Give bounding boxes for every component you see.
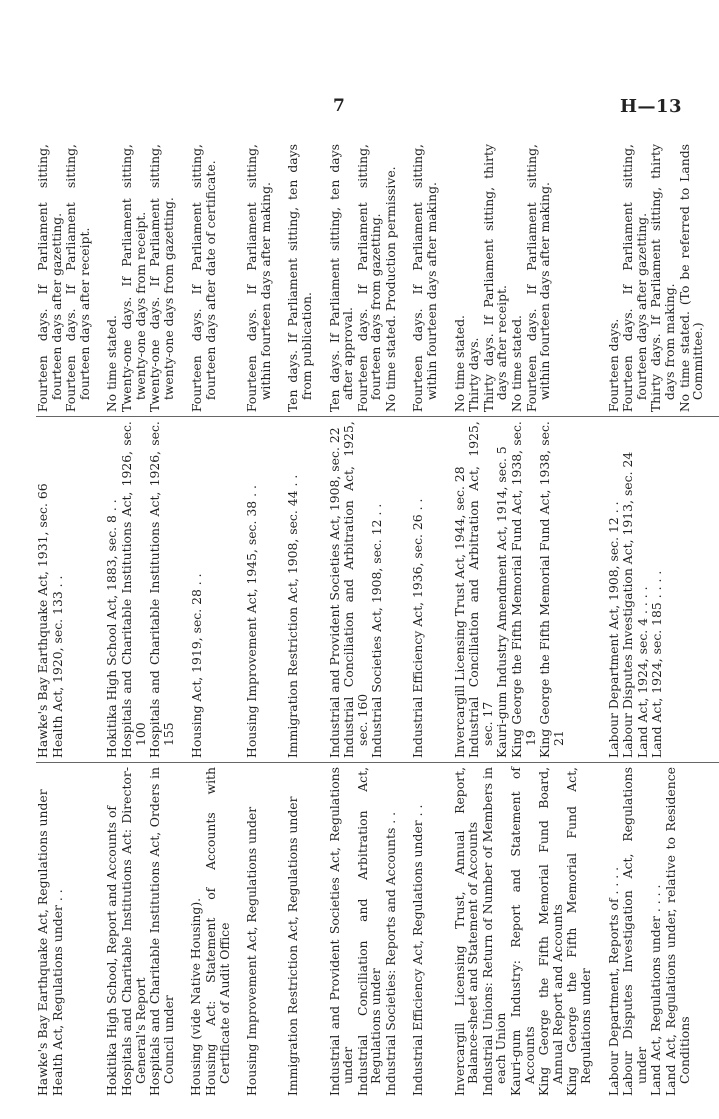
time-limit-cell bbox=[286, 140, 327, 417]
statute-reference: Invercargill Licensing Trust Act, 1944, sec. 28 bbox=[451, 466, 467, 758]
time-limit: Thirty days. If Parliament sitting, thirty days from making. bbox=[648, 144, 677, 413]
statute-reference: Hospitals and Charitable Institutions Act, 1926, sec. 155 bbox=[147, 421, 176, 758]
paper-title-cell bbox=[328, 762, 412, 1100]
time-limit: Fourteen days. If Parliament sitting, fourteen days after gazetting. bbox=[620, 144, 649, 413]
paper-title: Industrial Efficiency Act, Regulations under . . bbox=[410, 804, 426, 1096]
statute-reference: Labour Department Act, 1908, sec. 12 . . bbox=[605, 501, 621, 758]
paper-title: Industrial Conciliation and Arbitration Act, Regulations under bbox=[354, 766, 384, 1096]
statute-reference-cell bbox=[286, 417, 327, 763]
rotated-table-container bbox=[35, 140, 706, 1100]
paper-title: Invercargill Licensing Trust, Annual Report, Balance-sheet and Statement of Accounts bbox=[451, 766, 481, 1096]
statute-reference: Kauri-gum Industry Amendment Act, 1914, sec. 5 bbox=[494, 446, 510, 758]
statute-reference-cell bbox=[411, 417, 452, 763]
paper-title-cell bbox=[36, 762, 105, 1100]
paper-title: Hospitals and Charitable Institutions Act: Director-General's Report bbox=[118, 766, 148, 1096]
time-limit: Twenty-one days. If Parliament sitting, twenty-one days from gazetting. bbox=[147, 144, 176, 413]
time-limit-cell bbox=[105, 140, 189, 417]
time-limit: Fourteen days. If Parliament sitting, fourteen days from gazetting. bbox=[354, 144, 384, 413]
paper-title: King George the Fifth Memorial Fund Act, Regulations under bbox=[564, 766, 593, 1096]
statute-reference-cell bbox=[607, 417, 719, 763]
statute-reference: Industrial Conciliation and Arbitration Act, 1925, sec. 17 bbox=[466, 421, 495, 758]
paper-title: Land Act, Regulations under . . . . bbox=[648, 884, 664, 1096]
table-row bbox=[411, 140, 452, 1100]
table-row bbox=[189, 140, 245, 1100]
statute-reference: Housing Improvement Act, 1945, sec. 38 . . bbox=[244, 485, 260, 758]
paper-title: Kauri-gum Industry: Report and Statement of Accounts bbox=[508, 766, 537, 1096]
paper-title: Housing Improvement Act, Regulations under bbox=[244, 806, 260, 1096]
statute-reference: King George the Fifth Memorial Fund Act, 1938, sec. 21 bbox=[537, 421, 566, 758]
table-row bbox=[105, 140, 189, 1100]
paper-title: Industrial Unions: Return of Number of Members in each Union bbox=[479, 766, 509, 1096]
paper-title: King George the Fifth Memorial Fund Board, Annual Report and Accounts bbox=[536, 766, 565, 1096]
paper-title: Labour Department, Reports of . . . . bbox=[605, 866, 621, 1096]
paper-title: Industrial and Provident Societies Act, Regulations under bbox=[326, 766, 356, 1096]
time-limit: Fourteen days. If Parliament sitting, fourteen days after receipt. bbox=[63, 144, 92, 413]
statute-reference: Hawke's Bay Earthquake Act, 1931, sec. 66 bbox=[35, 483, 50, 758]
time-limit-cell bbox=[453, 140, 607, 417]
document-code: H—13 bbox=[619, 96, 682, 117]
statute-reference-cell bbox=[105, 417, 189, 763]
time-limit: Ten days. If Parliament sitting, ten days after approval. bbox=[326, 144, 356, 413]
paper-title: Hawke's Bay Earthquake Act, Regulations under bbox=[35, 789, 50, 1096]
time-limit: No time stated. Production permissive. bbox=[382, 166, 398, 413]
time-limit: Fourteen days. If Parliament sitting, within fourteen days after making. bbox=[523, 144, 553, 413]
time-limit: No time stated. bbox=[451, 315, 467, 413]
time-limit: Ten days. If Parliament sitting, ten days from publication. bbox=[285, 144, 314, 413]
statute-reference: Land Act, 1924, sec. 185 . . . . bbox=[649, 570, 665, 758]
time-limit-cell bbox=[411, 140, 452, 417]
time-limit: No time stated. bbox=[104, 315, 120, 413]
statute-reference: Housing Act, 1919, sec. 28 . . bbox=[189, 573, 205, 758]
time-limit: Fourteen days. If Parliament sitting, fourteen days after date of certificate. bbox=[189, 144, 218, 413]
paper-title: Housing Act: Statement of Accounts with Certificate of Audit Office bbox=[202, 766, 232, 1096]
paper-title: Hospitals and Charitable Institutions Act, Orders in Council under bbox=[147, 766, 176, 1096]
statute-reference-cell bbox=[245, 417, 286, 763]
statute-reference: Industrial Conciliation and Arbitration Act, 1925, sec. 160 bbox=[341, 421, 370, 758]
time-limit: Twenty-one days. If Parliament sitting, twenty-one days from receipt. bbox=[118, 144, 148, 413]
statute-reference: Industrial Societies Act, 1908, sec. 12 . . bbox=[369, 503, 385, 758]
paper-title-cell bbox=[607, 762, 719, 1100]
statute-reference: Labour Disputes Investigation Act, 1913, sec. 24 bbox=[620, 451, 636, 758]
time-limit: Fourteen days. If Parliament sitting, within fourteen days after making. bbox=[410, 144, 440, 413]
statute-reference-cell bbox=[189, 417, 245, 763]
paper-title-cell bbox=[286, 762, 327, 1100]
paper-title-cell bbox=[105, 762, 189, 1100]
time-limit: No time stated. bbox=[509, 315, 525, 413]
statute-reference-cell bbox=[453, 417, 607, 763]
statute-reference: Industrial Efficiency Act, 1936, sec. 26 . . bbox=[410, 498, 426, 758]
paper-title: Housing (vide Native Housing). bbox=[188, 897, 204, 1096]
table-row bbox=[607, 140, 719, 1100]
table-row bbox=[286, 140, 327, 1100]
table-row bbox=[245, 140, 286, 1100]
time-limit: Fourteen days. If Parliament sitting, fourteen days after gazetting. bbox=[35, 144, 64, 413]
paper-title: Labour Disputes Investigation Act, Regulations under bbox=[620, 766, 649, 1096]
table-row bbox=[36, 140, 105, 1100]
time-limit-cell bbox=[189, 140, 245, 417]
time-limit: Thirty days. bbox=[466, 337, 482, 413]
table-row bbox=[328, 140, 412, 1100]
statute-reference-cell bbox=[328, 417, 412, 763]
statute-reference: Health Act, 1920, sec. 133 . . bbox=[49, 575, 65, 758]
time-limit: Thirty days. If Parliament sitting, thirty days after receipt. bbox=[480, 144, 510, 413]
paper-title-cell bbox=[189, 762, 245, 1100]
paper-title: Immigration Restriction Act, Regulations under bbox=[285, 796, 301, 1096]
statute-reference-cell bbox=[36, 417, 105, 763]
page-number: 7 bbox=[333, 96, 345, 116]
time-limit-cell bbox=[607, 140, 719, 417]
statute-reference: Immigration Restriction Act, 1908, sec. 44 . . bbox=[285, 474, 301, 758]
time-limit-cell bbox=[328, 140, 412, 417]
statute-reference: Industrial and Provident Societies Act, 1908, sec. 22 bbox=[326, 427, 342, 758]
table-row bbox=[453, 140, 607, 1100]
statute-reference: Land Act, 1924, sec. 4 . . . . bbox=[634, 586, 650, 758]
time-limit: No time stated. (To be referred to Lands Committee.) bbox=[676, 144, 706, 413]
time-limit: Fourteen days. If Parliament sitting, within fourteen days after making. bbox=[244, 144, 273, 413]
time-limit-cell bbox=[245, 140, 286, 417]
paper-title-cell bbox=[411, 762, 452, 1100]
paper-title: Land Act, Regulations under, relative to Residence Conditions bbox=[662, 766, 692, 1096]
paper-title: Industrial Societies: Reports and Accounts . . bbox=[382, 811, 398, 1096]
time-limit-cell bbox=[36, 140, 105, 417]
papers-table bbox=[36, 140, 719, 1100]
time-limit: Fourteen days. bbox=[605, 318, 621, 413]
paper-title-cell bbox=[453, 762, 607, 1100]
statute-reference: Hospitals and Charitable Institutions Act, 1926, sec. 100 bbox=[118, 421, 148, 758]
paper-title-cell bbox=[245, 762, 286, 1100]
paper-title: Health Act, Regulations under . . bbox=[49, 889, 65, 1096]
paper-title: Hokitika High School, Report and Accounts of bbox=[104, 805, 120, 1096]
statute-reference: Hokitika High School Act, 1883, sec. 8 . . bbox=[104, 499, 120, 758]
statute-reference: King George the Fifth Memorial Fund Act, 1938, sec. 19 bbox=[509, 421, 538, 758]
